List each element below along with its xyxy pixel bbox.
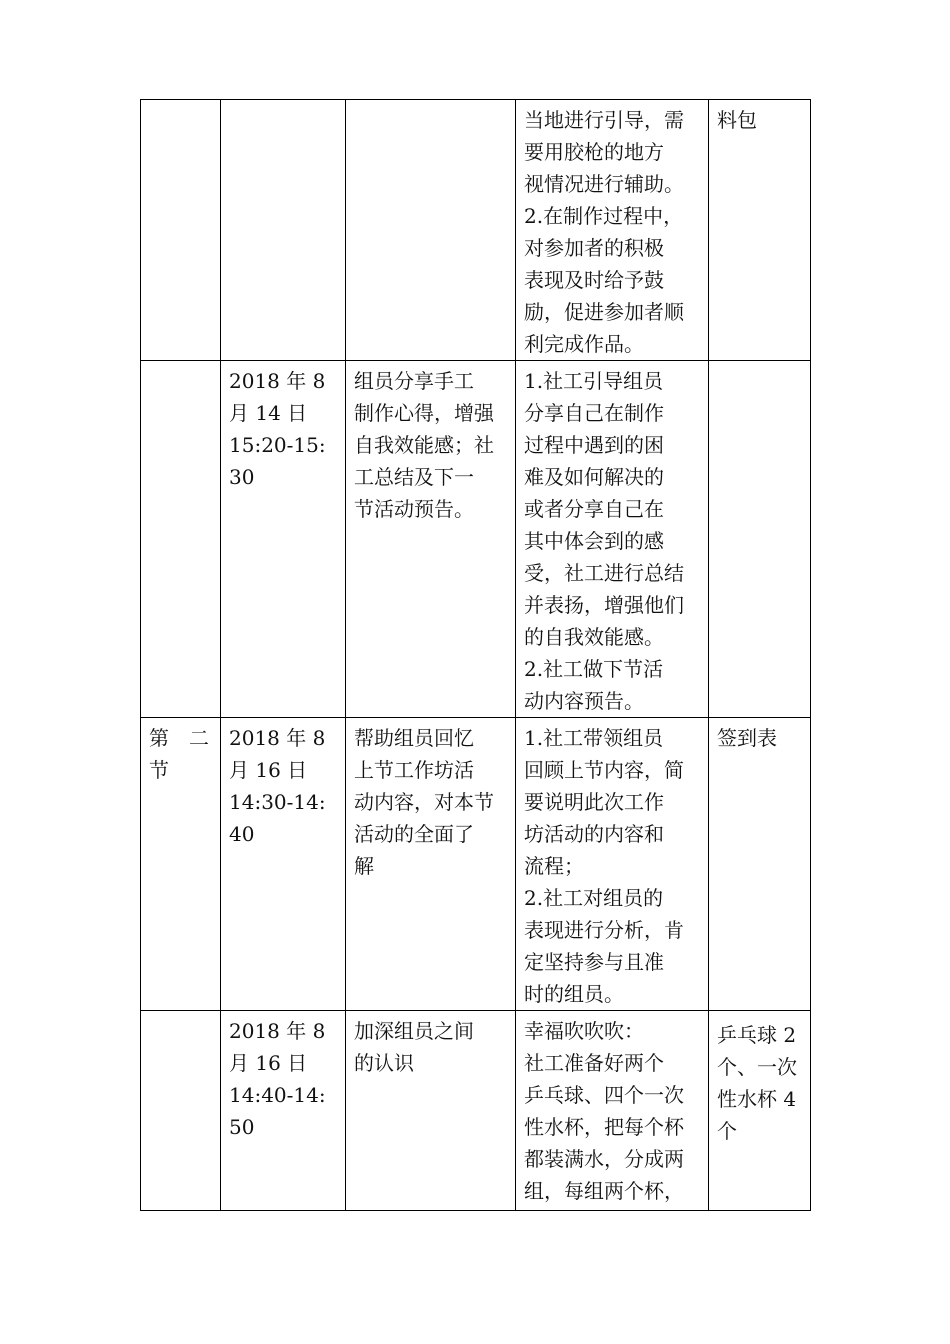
content-line: 时的组员。 (524, 982, 624, 1006)
content-line: 励，促进参加者顺 (524, 300, 684, 324)
goal-line: 帮助组员回忆 (354, 726, 474, 750)
materials-line: 个 (717, 1119, 737, 1143)
time-line: 30 (229, 465, 255, 489)
content-line: 1.社工引导组员 (524, 369, 664, 393)
time-line: 月 16 日 (229, 758, 308, 782)
content-cell (516, 718, 709, 1011)
section-cell (141, 100, 221, 361)
goal-cell (346, 718, 516, 1011)
materials-line: 乒乓球 2 (717, 1023, 797, 1047)
content-line: 2.在制作过程中， (524, 204, 684, 228)
content-line: 当地进行引导，需 (524, 108, 684, 132)
content-line: 2.社工做下节活 (524, 657, 664, 681)
content-cell (516, 1011, 709, 1211)
time-line: 14:30-14: (229, 790, 326, 814)
time-line: 40 (229, 822, 255, 846)
time-line: 月 16 日 (229, 1051, 308, 1075)
content-line: 定坚持参与且准 (524, 950, 664, 974)
content-line: 社工准备好两个 (524, 1051, 664, 1075)
materials-line: 个、一次 (717, 1055, 797, 1079)
content-line: 难及如何解决的 (524, 465, 664, 489)
content-line: 性水杯，把每个杯 (524, 1115, 684, 1139)
materials-cell (709, 361, 811, 718)
time-line: 14:40-14: (229, 1083, 326, 1107)
time-line: 2018 年 8 (229, 369, 326, 393)
goal-line: 的认识 (354, 1051, 414, 1075)
time-cell (221, 1011, 346, 1211)
time-line: 2018 年 8 (229, 1019, 326, 1043)
content-line: 乒乓球、四个一次 (524, 1083, 684, 1107)
content-line: 对参加者的积极 (524, 236, 664, 260)
content-line: 表现及时给予鼓 (524, 268, 664, 292)
content-line: 其中体会到的感 (524, 529, 664, 553)
content-cell (516, 361, 709, 718)
content-line: 受，社工进行总结 (524, 561, 684, 585)
section-line: 节 (149, 758, 169, 782)
goal-cell (346, 361, 516, 718)
goal-line: 自我效能感；社 (354, 433, 494, 457)
time-cell (221, 361, 346, 718)
materials-line: 签到表 (717, 726, 777, 750)
time-line: 50 (229, 1115, 255, 1139)
table-row (141, 361, 811, 718)
materials-line: 料包 (717, 108, 757, 132)
goal-line: 节活动预告。 (354, 497, 474, 521)
content-line: 过程中遇到的困 (524, 433, 664, 457)
table-row (141, 100, 811, 361)
section-line: 第 二 (149, 726, 209, 750)
goal-line: 解 (354, 854, 374, 878)
goal-line: 上节工作坊活 (354, 758, 474, 782)
materials-line: 性水杯 4 (717, 1087, 797, 1111)
goal-cell (346, 1011, 516, 1211)
content-line: 2.社工对组员的 (524, 886, 664, 910)
content-line: 要说明此次工作 (524, 790, 664, 814)
section-cell (141, 718, 221, 1011)
content-line: 坊活动的内容和 (524, 822, 664, 846)
content-line: 视情况进行辅助。 (524, 172, 684, 196)
table-row (141, 1011, 811, 1211)
goal-line: 动内容，对本节 (354, 790, 494, 814)
goal-line: 制作心得，增强 (354, 401, 494, 425)
content-line: 分享自己在制作 (524, 401, 664, 425)
time-line: 月 14 日 (229, 401, 308, 425)
goal-cell (346, 100, 516, 361)
content-line: 1.社工带领组员 (524, 726, 664, 750)
content-line: 都装满水，分成两 (524, 1147, 684, 1171)
content-line: 表现进行分析，肯 (524, 918, 684, 942)
content-line: 要用胶枪的地方 (524, 140, 664, 164)
goal-line: 工总结及下一 (354, 465, 474, 489)
table-row (141, 718, 811, 1011)
goal-line: 组员分享手工 (354, 369, 474, 393)
content-line: 的自我效能感。 (524, 625, 664, 649)
materials-cell (709, 100, 811, 361)
content-line: 幸福吹吹吹： (524, 1019, 644, 1043)
time-cell (221, 718, 346, 1011)
section-cell (141, 361, 221, 718)
content-line: 或者分享自己在 (524, 497, 664, 521)
content-line: 并表扬，增强他们 (524, 593, 684, 617)
time-line: 2018 年 8 (229, 726, 326, 750)
materials-cell (709, 718, 811, 1011)
content-line: 动内容预告。 (524, 689, 644, 713)
content-line: 回顾上节内容，简 (524, 758, 684, 782)
content-line: 流程； (524, 854, 584, 878)
time-cell (221, 100, 346, 361)
content-cell (516, 100, 709, 361)
materials-cell (709, 1011, 811, 1211)
content-line: 组，每组两个杯， (524, 1179, 684, 1203)
goal-line: 加深组员之间 (354, 1019, 474, 1043)
section-cell (141, 1011, 221, 1211)
activity-plan-table (140, 99, 811, 1211)
content-line: 利完成作品。 (524, 332, 644, 356)
time-line: 15:20-15: (229, 433, 326, 457)
goal-line: 活动的全面了 (354, 822, 474, 846)
